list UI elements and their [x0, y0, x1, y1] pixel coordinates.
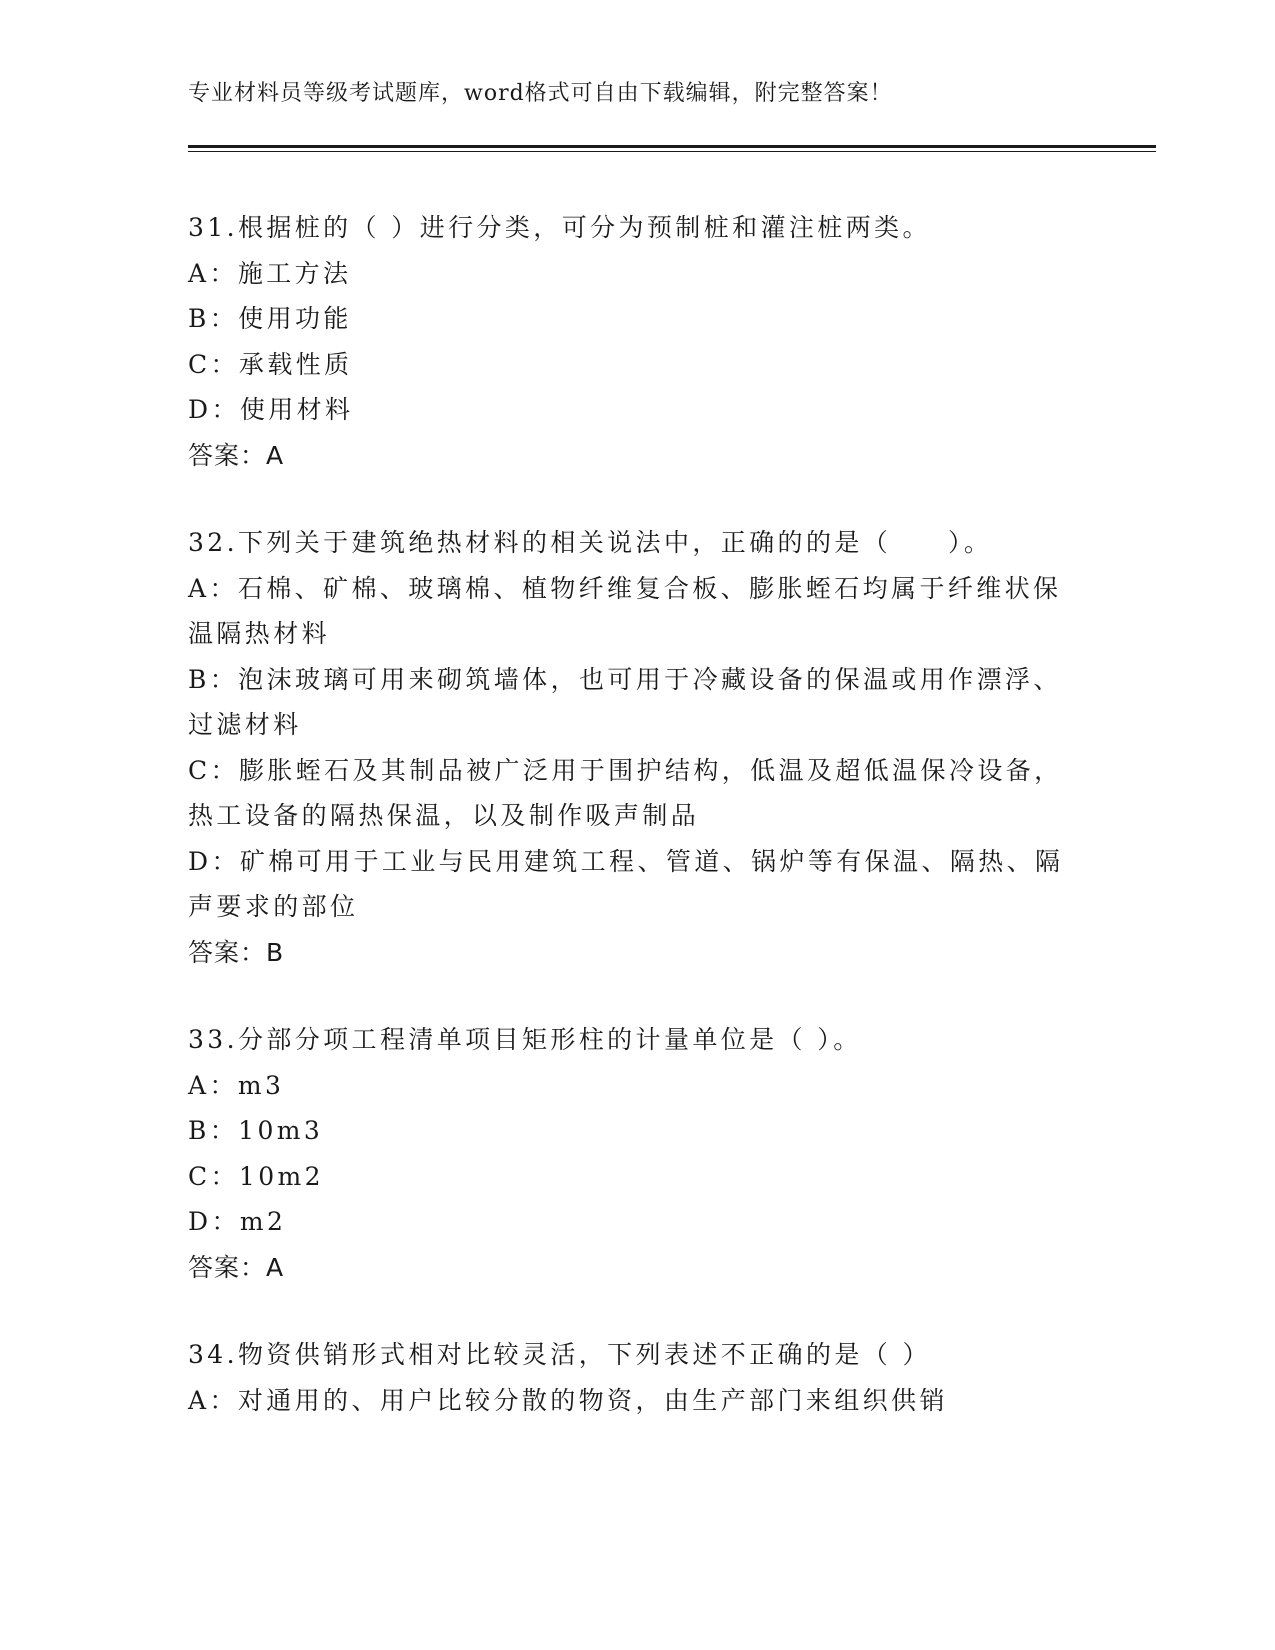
question-stem: 33.分部分项工程清单项目矩形柱的计量单位是（ ）。 [188, 1025, 862, 1054]
option-b-continued: 过滤材料 [188, 710, 302, 739]
question-34 [188, 1332, 1088, 1423]
question-33 [188, 1017, 1088, 1290]
option-d: D：m2 [188, 1207, 287, 1236]
option-c: C：承载性质 [188, 349, 353, 379]
question-31 [188, 205, 1088, 478]
header-rule-thin [188, 151, 1156, 152]
option-d: D：矿棉可用于工业与民用建筑工程、管道、锅炉等有保温、隔热、隔 [188, 846, 1064, 876]
option-a: A：施工方法 [188, 258, 352, 288]
option-a: A：m3 [188, 1070, 285, 1100]
question-stem: 34.物资供销形式相对比较灵活，下列表述不正确的是（ ） [188, 1340, 931, 1369]
question-stem: 31.根据桩的（ ）进行分类，可分为预制桩和灌注桩两类。 [188, 213, 931, 242]
header-rule-thick [188, 145, 1156, 148]
option-a: A：石棉、矿棉、玻璃棉、植物纤维复合板、膨胀蛭石均属于纤维状保 [188, 573, 1062, 603]
option-c: C：膨胀蛭石及其制品被广泛用于围护结构，低温及超低温保冷设备， [188, 755, 1063, 785]
question-stem: 32.下列关于建筑绝热材料的相关说法中，正确的的是（ ）。 [188, 528, 993, 557]
option-a: A：对通用的、用户比较分散的物资，由生产部门来组织供销 [188, 1385, 948, 1415]
question-list [188, 205, 1088, 1465]
answer-text: 答案：A [188, 440, 285, 470]
option-a-continued: 温隔热材料 [188, 619, 331, 648]
option-b: B：泡沫玻璃可用来砌筑墙体，也可用于冷藏设备的保温或用作漂浮、 [188, 664, 1062, 694]
question-32 [188, 520, 1088, 975]
option-b: B：使用功能 [188, 304, 352, 333]
answer-text: 答案：A [188, 1252, 285, 1282]
option-d: D：使用材料 [188, 395, 354, 424]
option-c: C：10m2 [188, 1161, 324, 1191]
answer-text: 答案：B [188, 937, 285, 967]
option-b: B：10m3 [188, 1116, 324, 1145]
option-d-continued: 声要求的部位 [188, 892, 359, 921]
option-c-continued: 热工设备的隔热保温，以及制作吸声制品 [188, 801, 700, 830]
header-text: 专业材料员等级考试题库，word格式可自由下载编辑，附完整答案！ [188, 81, 893, 106]
